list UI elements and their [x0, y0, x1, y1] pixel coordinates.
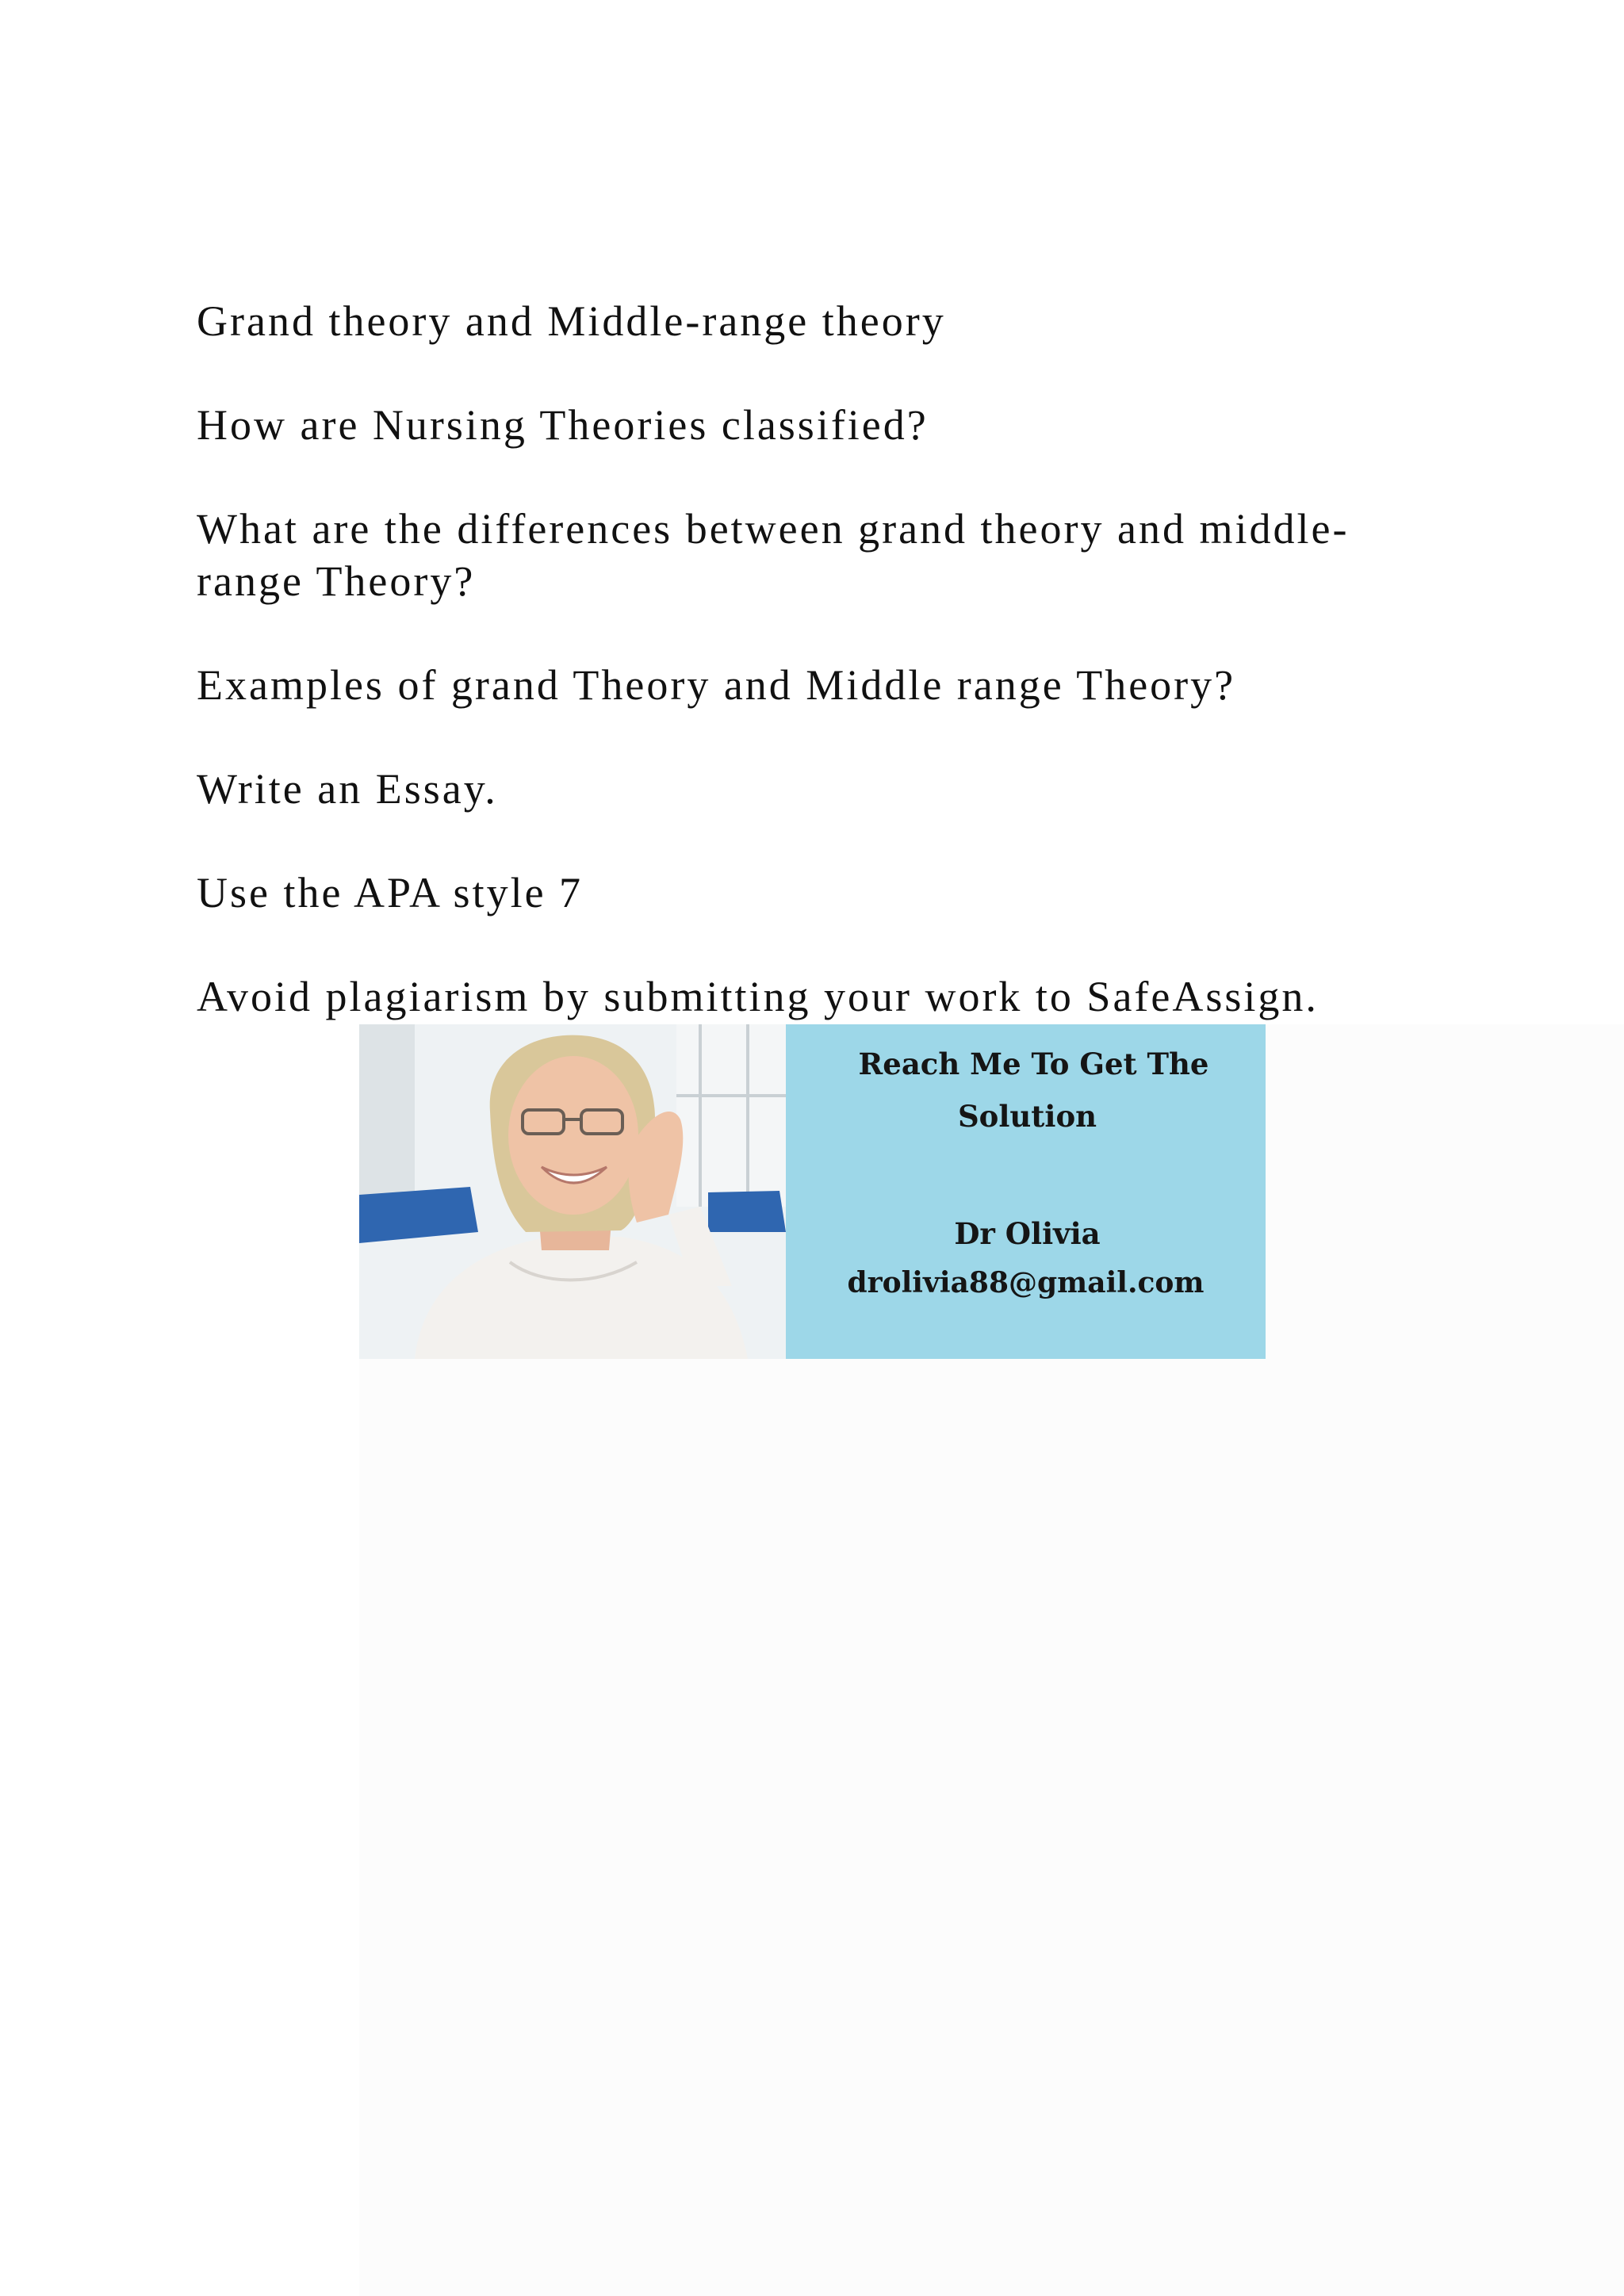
image-background-strip: [1266, 1024, 1624, 1359]
contact-email: drolivia88@gmail.com: [847, 1266, 1205, 1299]
contact-banner-image: [359, 1024, 1266, 1359]
woman-photo-illustration: [359, 1024, 786, 1359]
paragraph-instruction-plagiarism: Avoid plagiarism by submitting your work to SafeAssign.: [197, 973, 1319, 1020]
paragraph-title: Grand theory and Middle-range theory: [197, 297, 946, 345]
woman-photo: [359, 1024, 786, 1359]
paragraph-instruction-essay: Write an Essay.: [197, 765, 498, 813]
paragraph-question-classification: How are Nursing Theories classified?: [197, 401, 929, 449]
document-body: [197, 295, 1386, 1023]
contact-name: Dr Olivia: [954, 1216, 1101, 1251]
contact-info-panel: [786, 1024, 1266, 1359]
paragraph-instruction-apa: Use the APA style 7: [197, 869, 584, 916]
banner-headline-line1: Reach Me To Get The: [858, 1047, 1209, 1081]
paragraph-question-differences: What are the differences between grand theory and middle- range Theory?: [197, 505, 1350, 605]
paragraph-question-examples: Examples of grand Theory and Middle range Theory?: [197, 661, 1236, 709]
banner-headline-line2: Solution: [957, 1099, 1097, 1134]
image-background-panel: [359, 1359, 1624, 2296]
